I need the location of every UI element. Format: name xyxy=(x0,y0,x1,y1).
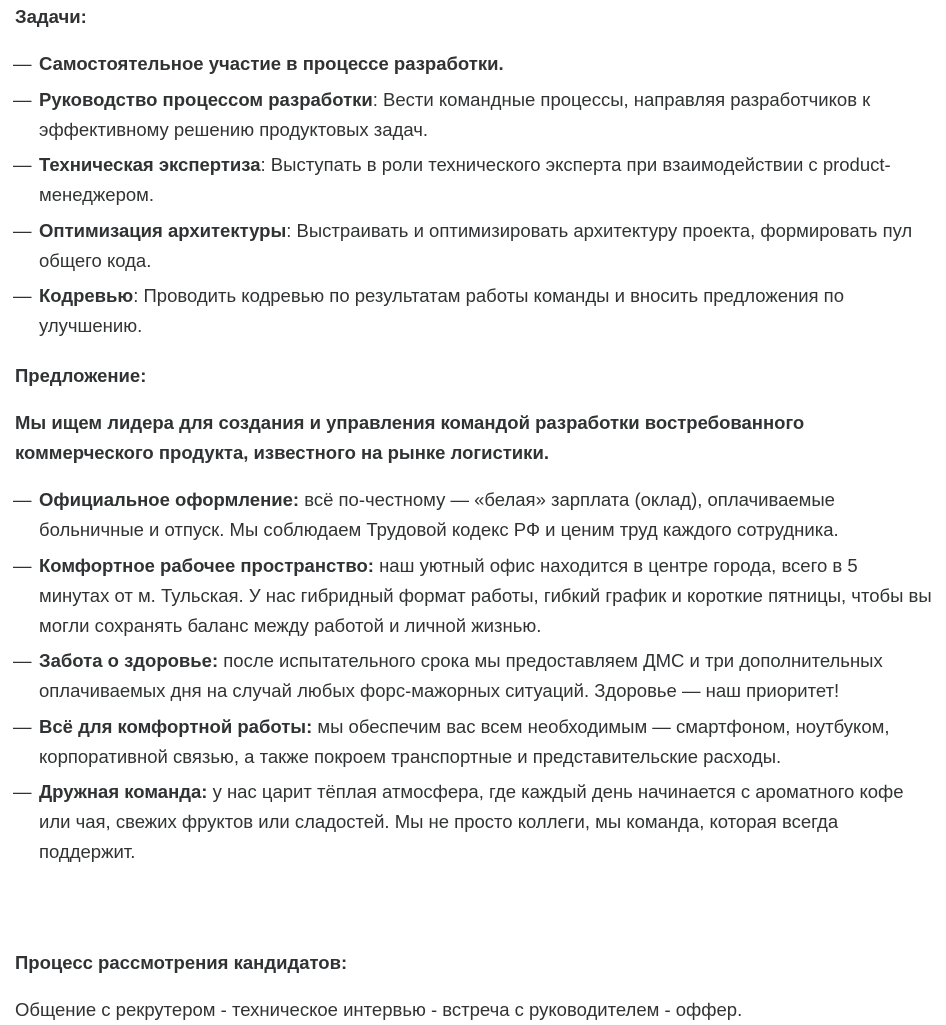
tasks-heading: Задачи: xyxy=(15,6,87,27)
item-title: Официальное оформление: xyxy=(39,489,300,510)
list-item xyxy=(0,216,932,276)
list-item xyxy=(0,85,932,145)
item-title: Техническая экспертиза xyxy=(39,154,261,175)
item-title: Руководство процессом разработки xyxy=(39,88,373,110)
item-title: Забота о здоровье: xyxy=(39,650,219,671)
dash-bullet: — xyxy=(13,489,32,510)
dash-bullet: — xyxy=(13,554,32,576)
dash-bullet: — xyxy=(13,781,32,802)
dash-bullet: — xyxy=(13,715,32,737)
item-title: Кодревью xyxy=(39,285,134,306)
process-text: Общение с рекрутером - техническое интервью - встреча с руководителем - оффер. xyxy=(15,999,743,1020)
item-title: Комфортное рабочее пространство: xyxy=(39,554,374,576)
dash-bullet: — xyxy=(13,219,32,241)
offer-list xyxy=(0,485,932,873)
list-item xyxy=(0,712,932,772)
item-title: Оптимизация архитектуры xyxy=(39,219,287,241)
process-heading: Процесс рассмотрения кандидатов: xyxy=(15,952,348,973)
item-title: Всё для комфортной работы: xyxy=(39,715,313,737)
dash-bullet: — xyxy=(13,88,32,110)
list-item xyxy=(0,150,932,210)
list-item xyxy=(0,281,932,341)
item-text: : Выступать в роли технического эксперта при взаимодействии с product-менеджером. xyxy=(39,154,891,205)
dash-bullet: — xyxy=(13,53,32,74)
item-title: Самостоятельное участие в процессе разработки. xyxy=(39,53,504,74)
list-item xyxy=(0,49,932,79)
item-text: после испытательного срока мы предоставляем ДМС и три дополнительных оплачиваемых дня на случай любых форс-мажорных ситуаций. Здоровье — наш приоритет! xyxy=(39,650,883,701)
offer-intro: Мы ищем лидера для создания и управления командой разработки востребованного коммерческого продукта, известного на рынке логистики. xyxy=(15,412,805,463)
list-item xyxy=(0,646,932,706)
dash-bullet: — xyxy=(13,154,32,175)
list-item xyxy=(0,551,932,641)
item-text: : Вести командные процессы, направляя разработчиков к эффективному решению продуктовых задач. xyxy=(39,88,871,140)
item-text: : Выстраивать и оптимизировать архитектуру проекта, формировать пул общего кода. xyxy=(39,219,913,271)
item-text: наш уютный офис находится в центре города, всего в 5 минутах от м. Тульская. У нас гибридный формат работы, гибкий график и короткие пятницы, чтобы вы могли сохранять баланс между работой и личной жизнью. xyxy=(39,554,932,636)
tasks-list xyxy=(0,49,932,347)
dash-bullet: — xyxy=(13,650,32,671)
item-text: у нас царит тёплая атмосфера, где каждый день начинается с ароматного кофе или чая, свежих фруктов или сладостей. Мы не просто коллеги, мы команда, которая всегда поддержит. xyxy=(39,781,904,862)
item-title: Дружная команда: xyxy=(39,781,208,802)
dash-bullet: — xyxy=(13,285,32,306)
item-text: всё по-честному — «белая» зарплата (оклад), оплачиваемые больничные и отпуск. Мы соблюдаем Трудовой кодекс РФ и ценим труд каждого сотрудника. xyxy=(39,489,839,540)
list-item xyxy=(0,777,932,867)
list-item xyxy=(0,485,932,545)
offer-heading: Предложение: xyxy=(15,365,147,386)
item-text: мы обеспечим вас всем необходимым — смартфоном, ноутбуком, корпоративной связью, а также покроем транспортные и представительские расходы. xyxy=(39,715,890,767)
item-text: : Проводить кодревью по результатам работы команды и вносить предложения по улучшению. xyxy=(39,285,844,336)
